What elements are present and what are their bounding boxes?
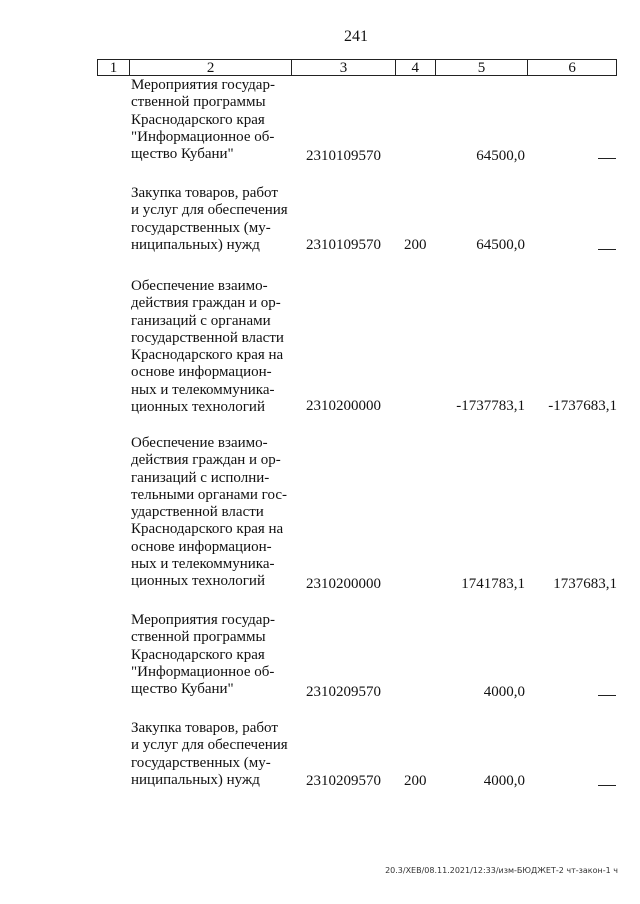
- description-line: ных и телекоммуника-: [131, 381, 275, 398]
- row-kvr: 200: [404, 773, 427, 789]
- description-line: ганизаций с органами: [131, 312, 271, 329]
- row-code: 2310109570: [306, 148, 381, 164]
- column-header-6: 6: [568, 60, 576, 76]
- description-line: ганизаций с исполни-: [131, 469, 270, 486]
- description-line: щество Кубани": [131, 681, 234, 698]
- description-line: Краснодарского края на: [131, 347, 284, 364]
- description-line: Обеспечение взаимо-: [131, 278, 268, 294]
- row-code: 2310209570: [306, 773, 381, 789]
- description-line: ционных технологий: [131, 399, 265, 416]
- row-value-5: 4000,0: [483, 684, 525, 700]
- row-value-6-dash: [598, 785, 616, 786]
- row-description: [131, 77, 291, 163]
- description-line: действия граждан и ор-: [131, 452, 281, 469]
- description-line: основе информацион-: [131, 364, 272, 381]
- description-line: основе информацион-: [131, 538, 272, 555]
- description-line: ционных технологий: [131, 573, 265, 590]
- description-line: ударственной власти: [131, 504, 264, 521]
- row-description: [131, 278, 291, 416]
- row-value-6-dash: [598, 695, 616, 696]
- description-line: Краснодарского края: [131, 111, 265, 128]
- description-line: Краснодарского края на: [131, 521, 284, 538]
- description-line: действия граждан и ор-: [131, 295, 281, 312]
- description-line: Закупка товаров, работ: [131, 185, 278, 201]
- row-description: [131, 612, 291, 698]
- description-line: Мероприятия государ-: [131, 77, 275, 93]
- row-code: 2310209570: [306, 684, 381, 700]
- row-value-6: -1737683,1: [548, 398, 617, 414]
- column-header-2: 2: [130, 60, 292, 75]
- row-kvr: 200: [404, 237, 427, 253]
- description-line: ственной программы: [131, 94, 266, 111]
- row-value-6-dash: [598, 249, 616, 250]
- description-line: государственных (му-: [131, 219, 271, 236]
- row-value-5: 1741783,1: [461, 576, 525, 592]
- column-header-1: 1: [98, 60, 130, 75]
- description-line: государственных (му-: [131, 754, 271, 771]
- column-header-4: 4: [396, 60, 436, 75]
- description-line: и услуг для обеспечения: [131, 202, 288, 219]
- row-value-6: 1737683,1: [553, 576, 617, 592]
- row-code: 2310109570: [306, 237, 381, 253]
- document-footer-stamp: 20.3/ХЕВ/08.11.2021/12:33/изм-БЮДЖЕТ-2 чт-закон-1 ч: [385, 866, 618, 875]
- page-number: 241: [344, 28, 368, 45]
- column-header-5: 5: [436, 60, 529, 75]
- description-line: щество Кубани": [131, 146, 234, 163]
- description-line: "Информационное об-: [131, 128, 275, 145]
- description-line: Обеспечение взаимо-: [131, 435, 268, 451]
- description-line: государственной власти: [131, 329, 284, 346]
- description-line: Закупка товаров, работ: [131, 720, 278, 736]
- row-value-5: -1737783,1: [456, 398, 525, 414]
- row-value-6-dash: [598, 158, 616, 159]
- row-code: 2310200000: [306, 398, 381, 414]
- row-value-5: 4000,0: [483, 773, 525, 789]
- description-line: тельными органами гос-: [131, 486, 287, 503]
- row-value-5: 64500,0: [476, 237, 525, 253]
- description-line: Мероприятия государ-: [131, 612, 275, 628]
- description-line: ственной программы: [131, 629, 266, 646]
- description-line: "Информационное об-: [131, 663, 275, 680]
- description-line: ниципальных) нужд: [131, 771, 260, 788]
- row-value-5: 64500,0: [476, 148, 525, 164]
- row-description: [131, 435, 291, 591]
- description-line: и услуг для обеспечения: [131, 737, 288, 754]
- description-line: ных и телекоммуника-: [131, 556, 275, 573]
- description-line: Краснодарского края: [131, 646, 265, 663]
- table-header-row: [97, 59, 617, 76]
- row-description: [131, 720, 291, 789]
- row-code: 2310200000: [306, 576, 381, 592]
- row-description: [131, 185, 291, 254]
- description-line: ниципальных) нужд: [131, 236, 260, 253]
- column-header-3: 3: [292, 60, 396, 75]
